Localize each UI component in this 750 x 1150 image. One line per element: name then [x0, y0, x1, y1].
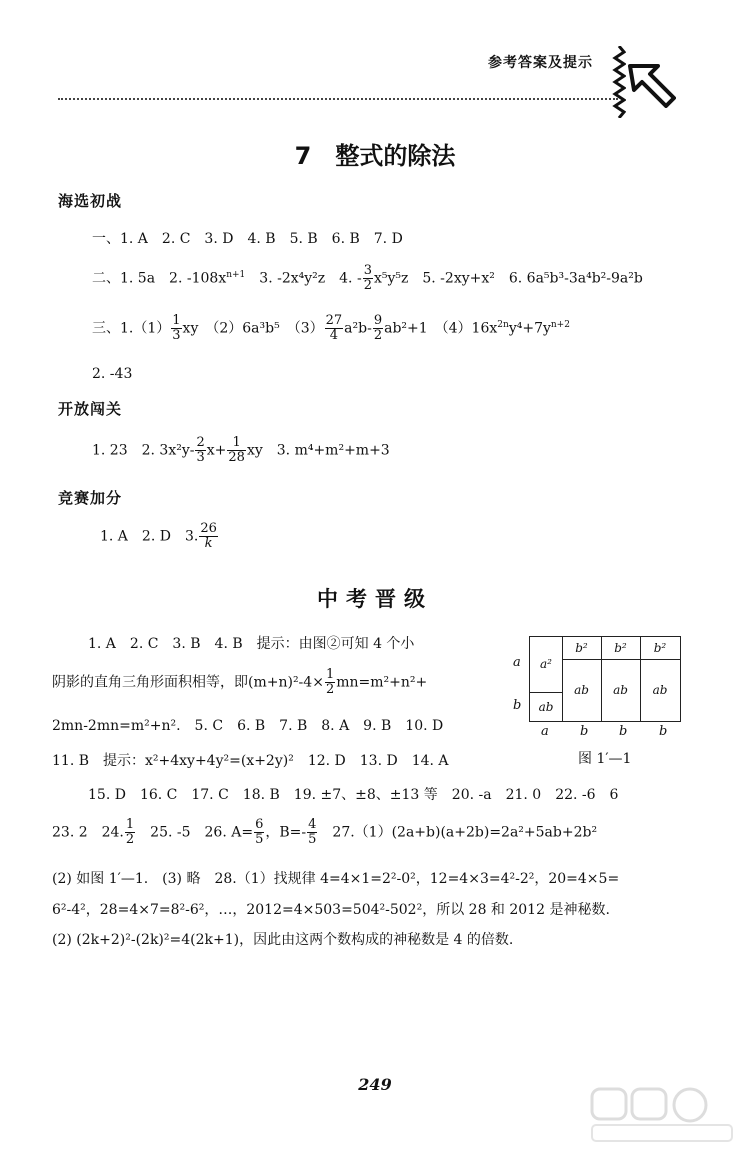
fraction-numerator: 1 [125, 817, 135, 832]
fraction-denominator: 3 [196, 450, 205, 465]
zk-line-8: 6²-4²，28=4×7=8²-6²，…，2012=4×503=504²-502²，所以 28 和 2012 是神秘数. [52, 902, 610, 918]
running-header: 参考答案及提示 [488, 55, 593, 71]
page-number: 249 [358, 1075, 392, 1094]
text-segment: mn=m²+n²+ [336, 674, 428, 691]
zk-line-3: 2mn-2mn=m²+n². 5. C 6. B 7. B 8. A 9. B 10. D [52, 718, 444, 734]
text-segment: 3. -2x⁴y²z 4. - [245, 270, 362, 287]
cell-ab: ab [613, 683, 628, 697]
fraction-denominator: 28 [228, 450, 245, 465]
figure-bottom-label: b [619, 724, 628, 739]
text-segment: 二、1. 5a 2. -108x [92, 270, 227, 287]
answer-line-3 [92, 314, 570, 343]
superscript: n+1 [226, 269, 246, 280]
fraction-denominator: 4 [329, 328, 339, 343]
fraction [125, 818, 135, 847]
zk-line-6 [52, 818, 597, 847]
zk-line-4: 11. B 提示：x²+4xy+4y²=(x+2y)² 12. D 13. D 14. A [52, 753, 449, 769]
figure-side-label-a: a [513, 655, 521, 670]
watermark-logo [590, 1085, 740, 1145]
text-segment: 阴影的直角三角形面积相等，即(m+n)²-4× [52, 674, 324, 691]
section-heading-kaifang: 开放闯关 [58, 400, 123, 418]
figure-side-label-b: b [513, 698, 522, 713]
figure-bottom-label: b [659, 724, 668, 739]
fraction-numerator: 4 [308, 817, 317, 832]
answer-line-5 [92, 436, 390, 465]
fraction [363, 264, 373, 293]
cell-b-squared: b² [653, 641, 667, 655]
zk-line-9: (2) (2k+2)²-(2k)²=4(2k+1)，因此由这两个数构成的神秘数是 4 的倍数. [52, 932, 514, 948]
fraction [307, 818, 317, 847]
text-segment: 1. 23 2. 3x²y- [92, 442, 195, 459]
zigzag-ornament [612, 46, 626, 118]
fraction-numerator: 1 [325, 667, 335, 682]
fraction [171, 314, 181, 343]
zk-line-7: (2) 如图 1′—1. (3) 略 28.（1）找规律 4=4×1=2²-0²，12=4×3=4²-2²，20=4×5= [52, 871, 620, 887]
fraction [254, 818, 264, 847]
fraction [373, 314, 383, 343]
text-segment: y⁴+7y [508, 320, 551, 337]
fraction [227, 436, 246, 465]
text-segment: 25. -5 26. A= [136, 824, 254, 841]
figure-bottom-label: b [580, 724, 589, 739]
cell-b-squared: b² [614, 641, 627, 655]
answer-line-4: 2. -43 [92, 366, 133, 382]
grid-line [530, 692, 562, 693]
text-segment: x⁵y⁵z 5. -2xy+x² 6. 6a⁵b³-3a⁴b²-9a²b [373, 270, 643, 287]
text-segment: 三、1.（1） [92, 320, 171, 337]
section-heading-haixuan: 海选初战 [58, 192, 123, 210]
text-segment: 1. A 2. D 3. [100, 528, 199, 545]
superscript: n+2 [550, 319, 570, 330]
zk-line-2 [52, 668, 427, 697]
dotted-divider [58, 98, 618, 100]
fraction-denominator: 5 [255, 832, 264, 847]
grid-line [562, 659, 680, 660]
text-segment: 23. 2 24. [52, 824, 124, 841]
section-heading-jingsai: 竞赛加分 [58, 489, 123, 507]
fraction-denominator: 2 [363, 278, 372, 293]
fraction-denominator: 2 [125, 832, 135, 847]
fraction-numerator: 2 [196, 435, 205, 450]
arrow-icon [628, 62, 676, 108]
text-segment: 27.（1）(2a+b)(a+2b)=2a²+5ab+2b² [318, 824, 598, 841]
fraction-numerator: 1 [172, 313, 181, 328]
superscript: 2n [497, 319, 509, 330]
fraction-numerator: 6 [255, 817, 264, 832]
fraction-numerator: 1 [227, 436, 246, 451]
figure-caption: 图 1′—1 [578, 751, 632, 767]
zk-line-1: 1. A 2. C 3. B 4. B 提示：由图②可知 4 个小 [88, 636, 415, 652]
figure-bottom-label: a [541, 724, 549, 739]
fraction-numerator: 27 [325, 313, 343, 328]
section-heading-zhongkao: 中考晋级 [317, 587, 433, 611]
fraction-numerator: 26 [200, 521, 217, 536]
text-segment: a²b- [344, 320, 372, 337]
cell-a-squared: a² [540, 657, 552, 671]
answer-line-6 [100, 522, 219, 551]
fraction-numerator: 9 [373, 313, 383, 328]
fraction-denominator: k [204, 536, 213, 551]
fraction-denominator: 2 [325, 682, 335, 697]
fraction [325, 314, 344, 343]
text-segment: x+ [206, 442, 227, 459]
page-title: 7 整式的除法 [294, 142, 456, 170]
text-segment: xy （2）6a³b⁵ （3） [182, 320, 324, 337]
fraction-numerator: 3 [363, 263, 372, 278]
cell-ab: ab [652, 683, 668, 697]
zk-line-5: 15. D 16. C 17. C 18. B 19. ±7、±8、±13 等 20. -a 21. 0 22. -6 6 [88, 787, 619, 803]
text-segment: xy 3. m⁴+m²+m+3 [246, 442, 390, 459]
answer-line-1: 一、1. A 2. C 3. D 4. B 5. B 6. B 7. D [92, 231, 403, 247]
fraction [195, 436, 205, 465]
area-diagram [529, 636, 681, 722]
fraction [325, 668, 335, 697]
fraction-denominator: 5 [308, 832, 317, 847]
cell-b-squared: b² [575, 641, 588, 655]
cell-ab: ab [574, 683, 589, 697]
text-segment: ，B=- [265, 824, 307, 841]
answer-line-2 [92, 264, 643, 293]
fraction [199, 522, 218, 551]
text-segment: ab²+1 （4）16x [384, 320, 498, 337]
fraction-denominator: 2 [373, 328, 383, 343]
fraction-denominator: 3 [172, 328, 181, 343]
cell-ab-left: ab [538, 700, 554, 714]
